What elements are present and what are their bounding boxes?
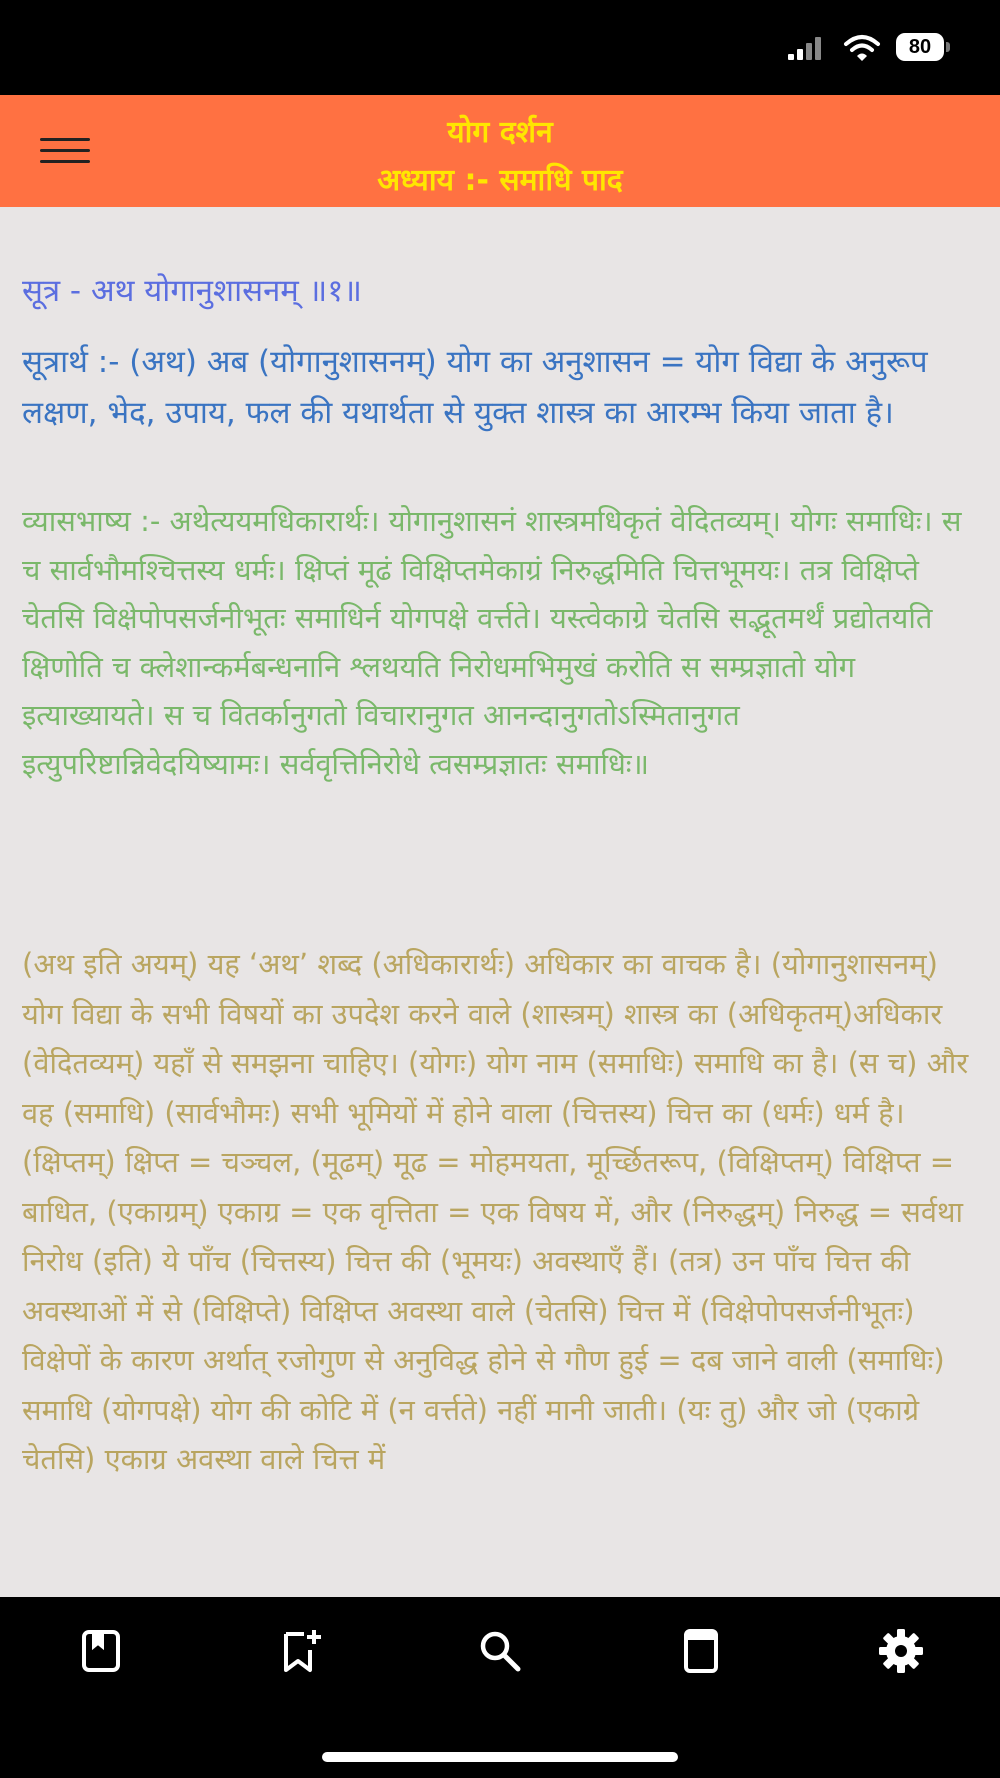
- explanation-text: (अथ इति अयम्) यह ‘अथ’ शब्द (अधिकारार्थः) अधिकार का वाचक है। (योगानुशासनम्) योग विद्या के सभी विषयों का उपदेश करने वाले (शास्त्रम्) शास्त्र का (अधिकृतम्)अधिकार (वेदितव्यम्) यहाँ से समझना चाहिए। (योगः) योग नाम (समाधिः) समाधि का है। (स च) और वह (समाधि) (सार्वभौमः) सभी भूमियों में होने वाला (चित्तस्य) चित्त का (धर्मः) धर्म है। (क्षिप्तम्) क्षिप्त = चञ्चल, (मूढम्) मूढ = मोहमयता, मूर्च्छितरूप, (विक्षिप्तम्) विक्षिप्त = बाधित, (एकाग्रम्) एकाग्र = एक वृत्तिता = एक विषय में, और (निरुद्धम्) निरुद्ध = सर्वथा निरोध (इति) ये पाँच (चित्तस्य) चित्त की (भूमयः) अवस्थाएँ हैं। (तत्र) उन पाँच चित्त की अवस्थाओं में से (विक्षिप्ते) विक्षिप्त अवस्था वाले (चेतसि) चित्त में (विक्षेपोपसर्जनीभूतः) विक्षेपों के कारण अर्थात् रजोगुण से अनुविद्ध होने से गौण हुई = दब जाने वाली (समाधिः) समाधि (योगपक्षे) योग की कोटि में (न वर्त्तते) नहीं मानी जाती। (यः तु) और जो (एकाग्रे चेतसि) एकाग्र अवस्था वाले चित्त में: [22, 947, 969, 1476]
- sutra-title: सूत्र - अथ योगानुशासनम् ॥१॥: [22, 273, 362, 309]
- bookmark-icon[interactable]: [78, 1628, 124, 1674]
- add-bookmark-icon[interactable]: [280, 1628, 326, 1674]
- signal-icon: [786, 36, 826, 62]
- header-title: योग दर्शन: [447, 115, 553, 150]
- search-icon[interactable]: [477, 1628, 523, 1674]
- vyasa-bhashya: व्यासभाष्य :- अथेत्ययमधिकारार्थः। योगानुशासनं शास्त्रमधिकृतं वेदितव्यम्। योगः समाधिः। स च सार्वभौमश्चित्तस्य धर्मः। क्षिप्तं मूढं विक्षिप्तमेकाग्रं निरुद्धमिति चित्तभूमयः। तत्र विक्षिप्ते चेतसि विक्षेपोपसर्जनीभूतः समाधिर्न योगपक्षे वर्त्तते। यस्त्वेकाग्रे चेतसि सद्भूतमर्थं प्रद्योतयति क्षिणोति च क्लेशान्कर्मबन्धनानि श्लथयति निरोधमभिमुखं करोति स सम्प्रज्ञातो योग इत्याख्यायते। स च वितर्कानुगतो विचारानुगत आनन्दानुगतोऽस्मितानुगत इत्युपरिष्टान्निवेदयिष्यामः। सर्ववृत्तिनिरोधे त्वसम्प्रज्ञातः समाधिः॥: [22, 504, 962, 781]
- sutra-meaning: सूत्रार्थ :- (अथ) अब (योगानुशासनम्) योग का अनुशासन = योग विद्या के अनुरूप लक्षण, भेद, उपाय, फल की यथार्थता से युक्त शास्त्र का आरम्भ किया जाता है।: [22, 344, 928, 431]
- header-subtitle: अध्याय :- समाधि पाद: [377, 163, 623, 198]
- status-time: 6:06: [86, 26, 159, 64]
- page-icon[interactable]: [678, 1628, 724, 1674]
- settings-icon[interactable]: [878, 1628, 924, 1674]
- wifi-icon: [842, 32, 882, 64]
- home-indicator[interactable]: [322, 1752, 678, 1762]
- bottom-nav-bar: [0, 1597, 1000, 1778]
- content-area[interactable]: [0, 207, 1000, 1597]
- battery-icon: 80: [896, 33, 944, 61]
- battery-tip: [946, 42, 950, 52]
